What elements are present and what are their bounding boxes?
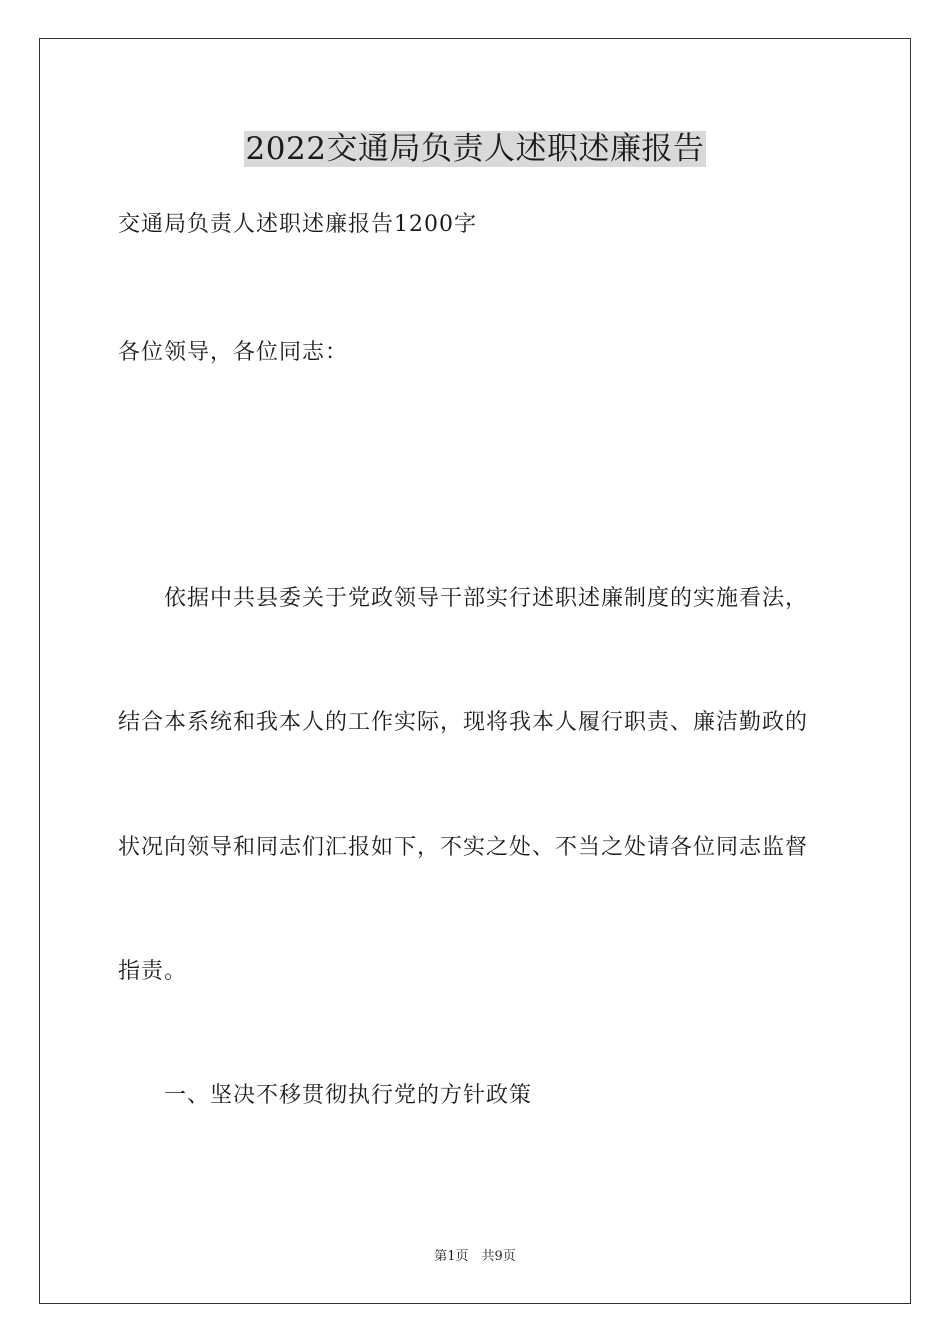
document-title-text: 2022交通局负责人述职述廉报告 xyxy=(245,131,705,167)
paragraph-line-2: 结合本系统和我本人的工作实际，现将我本人履行职责、廉洁勤政的 xyxy=(118,710,809,735)
document-title xyxy=(0,126,950,172)
paragraph-line-4: 指责。 xyxy=(118,959,188,984)
salutation: 各位领导，各位同志： xyxy=(118,340,349,365)
document-subtitle: 交通局负责人述职述廉报告1200字 xyxy=(118,212,477,237)
paragraph-line-1: 依据中共县委关于党政领导干部实行述职述廉制度的实施看法， xyxy=(164,586,809,611)
page-footer: 第1页 共9页 xyxy=(434,1249,516,1264)
paragraph-line-3: 状况向领导和同志们汇报如下，不实之处、不当之处请各位同志监督 xyxy=(118,835,809,860)
section-heading: 一、坚决不移贯彻执行党的方针政策 xyxy=(164,1083,533,1108)
